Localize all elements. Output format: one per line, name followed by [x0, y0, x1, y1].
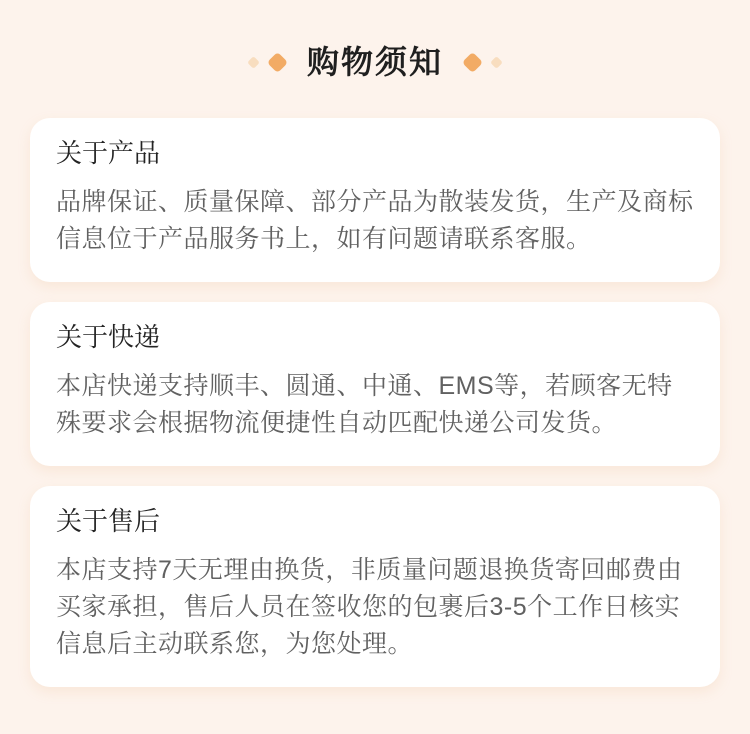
- page-title: 购物须知: [306, 44, 443, 80]
- card-body-aftersales: 本店支持7天无理由换货，非质量问题退换货寄回邮费由买家承担，售后人员在签收您的包裹后3-5个工作日核实信息后主动联系您，为您处理。: [56, 556, 683, 658]
- diamond-icon-right-small: [490, 56, 503, 69]
- card-heading-aftersales: 关于售后: [56, 506, 161, 536]
- card-heading-product: 关于产品: [56, 138, 161, 168]
- card-heading-shipping: 关于快递: [56, 322, 161, 352]
- page-title-row: [0, 0, 750, 82]
- diamond-icon-left-large: [267, 51, 288, 72]
- notice-card-product: [30, 118, 720, 282]
- card-body-shipping: 本店快递支持顺丰、圆通、中通、EMS等，若顾客无特殊要求会根据物流便捷性自动匹配快递公司发货。: [56, 372, 673, 437]
- notice-card-shipping: [30, 302, 720, 466]
- notice-card-aftersales: [30, 486, 720, 687]
- diamond-icon-left-small: [247, 56, 260, 69]
- diamond-icon-right-large: [462, 51, 483, 72]
- card-body-product: 品牌保证、质量保障、部分产品为散装发货，生产及商标信息位于产品服务书上，如有问题请联系客服。: [56, 188, 694, 253]
- notice-card-list: [30, 118, 720, 687]
